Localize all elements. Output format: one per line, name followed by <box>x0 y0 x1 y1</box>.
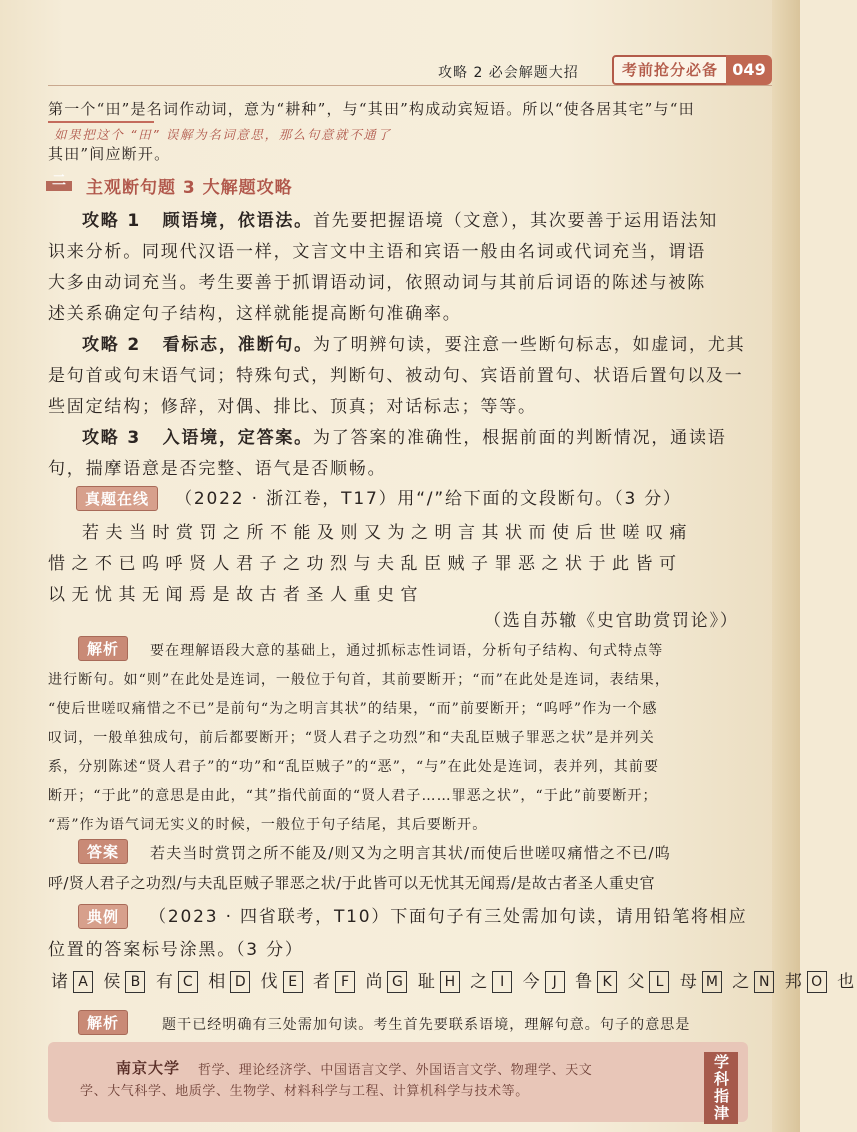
analysis-tag-wrap <box>78 636 128 661</box>
seq-char: 诸 <box>51 972 68 992</box>
footer-line-1: 哲学、理论经济学、中国语言文学、外国语言文学、物理学、天文 <box>198 1063 593 1078</box>
seq-char: 之 <box>470 972 488 992</box>
example-row <box>78 902 747 929</box>
option-box-m[interactable]: M <box>702 971 722 993</box>
analysis-line-6: 断开；“于此”的意思是由此，“其”指代前面的“贤人君子……罪恶之状”，“于此”前要断开； <box>48 788 658 804</box>
seq-char: 今 <box>522 972 540 992</box>
section-title: 主观断句题 3 大解题攻略 <box>86 178 293 198</box>
intro-underline <box>48 121 154 123</box>
intro-line-1: 第一个“田”是名词作动词，意为“耕种”，与“其田”构成动宾短语。所以“使各居其宅”与“田 <box>48 100 695 118</box>
option-sequence <box>48 967 857 993</box>
header-badge-label: 考前抢分必备 <box>621 61 718 79</box>
answer-line-1: 若夫当时赏罚之所不能及/则又为之明言其状/而使后世嗟叹痛惜之不已/呜 <box>150 844 671 862</box>
option-box-j[interactable]: J <box>545 971 565 993</box>
seq-char: 侯 <box>103 972 121 992</box>
option-box-k[interactable]: K <box>597 971 617 993</box>
seq-char: 之 <box>732 972 750 992</box>
page-edge <box>772 0 800 1132</box>
passage-line-2: 惜之不已呜呼贤人君子之功烈与夫乱臣贼子罪恶之状于此皆可 <box>48 554 683 574</box>
seq-char: 父 <box>627 972 645 992</box>
header-section: 攻略 2 必会解题大招 <box>438 65 579 81</box>
option-box-e[interactable]: E <box>283 971 303 993</box>
seq-char: 相 <box>208 972 226 992</box>
option-box-l[interactable]: L <box>649 971 669 993</box>
answer-line-2: 呼/贤人君子之功烈/与夫乱臣贼子罪恶之状/于此皆可以无忧其无闻焉/是故古者圣人重史官 <box>48 874 656 892</box>
analysis2-line: 题干已经明确有三处需加句读。考生首先要联系语境，理解句意。句子的意思是 <box>162 1017 691 1033</box>
analysis-line-2: 进行断句。如“则”在此处是连词，一般位于句首，其前要断开；“而”在此处是连词，表结果， <box>48 672 670 688</box>
option-box-c[interactable]: C <box>178 971 198 993</box>
seq-char: 母 <box>679 972 697 992</box>
option-box-d[interactable]: D <box>230 971 250 993</box>
strategy-2-line-1: 为了明辨句读，要注意一些断句标志，如虚词，尤其 <box>312 335 746 355</box>
example-prompt: （2023 · 四省联考，T10）下面句子有三处需加句读，请用铅笔将相应 <box>149 907 748 927</box>
strategy-3-heading: 入语境，定答案。 <box>162 428 313 448</box>
seq-char: 耻 <box>417 972 435 992</box>
section-marker-text: 二 <box>52 173 66 189</box>
analysis2-tag: 解析 <box>78 1010 128 1035</box>
seq-char: 也 <box>837 972 855 992</box>
footer-line-2: 学、大气科学、地质学、生物学、材料科学与工程、计算机科学与技术等。 <box>80 1084 529 1099</box>
analysis-line-4: 叹词，一般单独成句，前后都要断开；“贤人君子之功烈”和“夫乱臣贼子罪恶之状”是并列关 <box>48 730 655 746</box>
real-question-row <box>76 484 682 511</box>
real-question-tag: 真题在线 <box>76 486 158 511</box>
example-prompt-2: 位置的答案标号涂黑。（3 分） <box>48 940 304 960</box>
strategy-1-heading: 顾语境，依语法。 <box>162 211 313 231</box>
seq-char: 者 <box>313 972 331 992</box>
seq-char: 鲁 <box>575 972 593 992</box>
seq-char: 邦 <box>784 972 802 992</box>
option-box-h[interactable]: H <box>440 971 460 993</box>
option-box-i[interactable]: I <box>492 971 512 993</box>
strategy-3-label: 攻略 3 <box>82 428 141 448</box>
strategy-1-line-3: 大多由动词充当。考生要善于抓谓语动词，依照动词与其前后词语的陈述与被陈 <box>48 273 706 293</box>
option-box-f[interactable]: F <box>335 971 355 993</box>
option-box-n[interactable]: N <box>754 971 774 993</box>
answer-tag-wrap <box>78 839 128 864</box>
strategy-1-line-2: 识来分析。同现代汉语一样，文言文中主语和宾语一般由名词或代词充当，谓语 <box>48 242 706 262</box>
side-tab: 学科指津 <box>704 1052 738 1124</box>
passage-source: （选自苏辙《史官助赏罚论》） <box>484 611 739 631</box>
analysis-line-3: “使后世嗟叹痛惜之不已”是前句“为之明言其状”的结果，“而”前要断开；“呜呼”作为一个感 <box>48 701 658 717</box>
handwritten-note: 如果把这个 “田” 误解为名词意思，那么句意就不通了 <box>54 127 392 142</box>
example-tag: 典例 <box>78 904 128 929</box>
analysis-line-7: “焉”作为语气词无实义的时候，一般位于句子结尾，其后要断开。 <box>48 817 488 833</box>
strategy-2-line-3: 些固定结构；修辞，对偶、排比、顶真；对话标志；等等。 <box>48 397 537 417</box>
analysis-line-5: 系，分别陈述“贤人君子”的“功”和“乱臣贼子”的“恶”，“与”在此处是连词，表并列，其前要 <box>48 759 660 775</box>
footer-school: 南京大学 <box>116 1059 181 1077</box>
option-box-a[interactable]: A <box>73 971 93 993</box>
strategy-1-line-1: 首先要把握语境（文意），其次要善于运用语法知 <box>312 211 719 231</box>
option-box-b[interactable]: B <box>125 971 145 993</box>
seq-char: 有 <box>155 972 173 992</box>
strategy-1-line-4: 述关系确定句子结构，这样就能提高断句准确率。 <box>48 304 462 324</box>
strategy-3-line-2: 句，揣摩语意是否完整、语气是否顺畅。 <box>48 459 387 479</box>
strategy-2-label: 攻略 2 <box>82 335 141 355</box>
strategy-3-first-line <box>82 423 727 448</box>
option-box-g[interactable]: G <box>387 971 407 993</box>
seq-char: 伐 <box>260 972 278 992</box>
intro-line-2: 其田”间应断开。 <box>48 145 171 163</box>
passage-line-1: 若夫当时赏罚之所不能及则又为之明言其状而使后世嗟叹痛 <box>82 523 693 543</box>
strategy-1-first-line <box>82 206 718 231</box>
header-divider <box>48 85 772 86</box>
strategy-2-heading: 看标志，准断句。 <box>162 335 313 355</box>
real-question-prompt: （2022 · 浙江卷，T17）用“/”给下面的文段断句。（3 分） <box>175 489 682 509</box>
seq-char: 尚 <box>365 972 383 992</box>
strategy-1-label: 攻略 1 <box>82 211 141 231</box>
option-box-o[interactable]: O <box>807 971 827 993</box>
strategy-2-first-line <box>82 330 745 355</box>
header-badge <box>612 55 728 85</box>
analysis2-tag-wrap <box>78 1010 128 1035</box>
passage-line-3: 以无忧其无闻焉是故古者圣人重史官 <box>48 585 424 605</box>
page-number: 049 <box>726 55 772 85</box>
analysis-line-1: 要在理解语段大意的基础上，通过抓标志性词语，分析句子结构、句式特点等 <box>150 643 664 659</box>
strategy-2-line-2: 是句首或句末语气词；特殊句式，判断句、被动句、宾语前置句、状语后置句以及一 <box>48 366 744 386</box>
answer-tag: 答案 <box>78 839 128 864</box>
strategy-3-line-1: 为了答案的准确性，根据前面的判断情况，通读语 <box>312 428 727 448</box>
analysis-tag: 解析 <box>78 636 128 661</box>
